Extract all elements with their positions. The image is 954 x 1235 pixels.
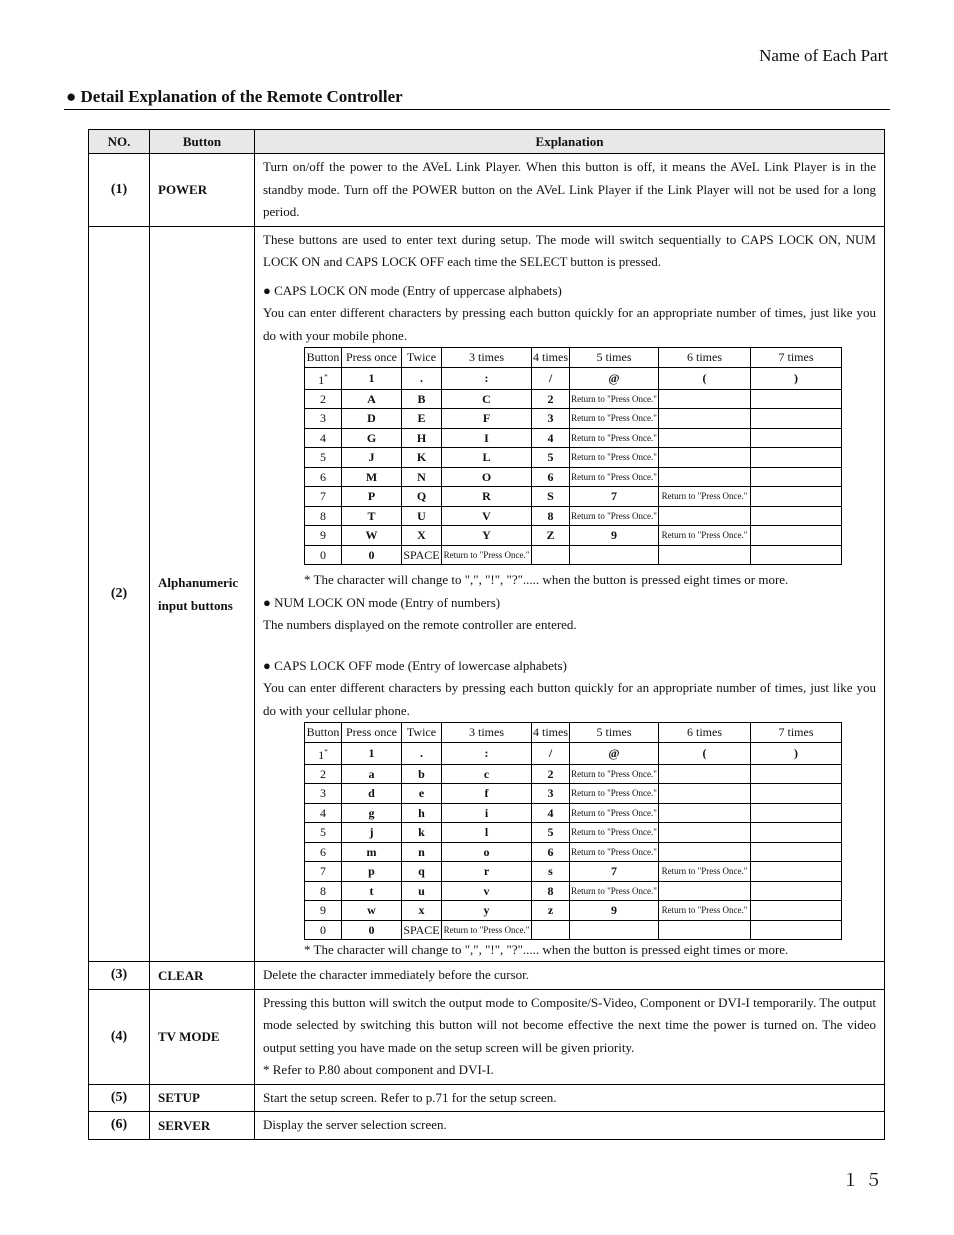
grid-char-cell: e (402, 784, 442, 804)
grid-char-cell: i (442, 803, 532, 823)
grid-char-cell: 4 (532, 803, 570, 823)
page-number: １５ (842, 1171, 888, 1191)
row-number: (6) (89, 1112, 150, 1140)
grid-header-cell: 5 times (570, 723, 659, 743)
grid-char-cell: z (532, 901, 570, 921)
grid-button-cell: 9 (305, 901, 342, 921)
intro-text: These buttons are used to enter text during setup. The mode will switch sequentially to CAPS LOCK ON, NUM LOCK ON and CAPS LOCK OFF each time the SELECT button is pressed. (263, 231, 876, 269)
grid-char-cell (659, 409, 751, 429)
grid-char-cell (751, 526, 842, 546)
grid-button-cell: 3 (305, 409, 342, 429)
grid-char-cell: Return to "Press Once." (570, 784, 659, 804)
grid-char-cell (659, 389, 751, 409)
grid-char-cell: Q (402, 487, 442, 507)
num-lock-desc: The numbers displayed on the remote controller are entered. (263, 617, 577, 632)
lowercase-char-table (304, 722, 842, 940)
grid-char-cell: 6 (532, 842, 570, 862)
grid-button-cell: 5 (305, 823, 342, 843)
grid-button-cell: 4 (305, 428, 342, 448)
grid-char-cell: SPACE (402, 920, 442, 940)
grid-row (305, 764, 842, 784)
grid-row (305, 881, 842, 901)
grid-row (305, 842, 842, 862)
grid-char-cell (751, 901, 842, 921)
grid-button-cell: 7 (305, 862, 342, 882)
grid-char-cell: D (342, 409, 402, 429)
grid-char-cell: Return to "Press Once." (570, 881, 659, 901)
grid-char-cell (751, 545, 842, 565)
grid-char-cell: / (532, 742, 570, 764)
explanation-text: Delete the character immediately before the cursor. (263, 967, 530, 982)
grid-char-cell (659, 428, 751, 448)
explanation-text: Start the setup screen. Refer to p.71 for the setup screen. (263, 1089, 557, 1105)
grid-header-cell: 3 times (442, 348, 532, 368)
grid-row (305, 409, 842, 429)
row-number: (4) (89, 989, 150, 1084)
grid-button-cell: 0 (305, 920, 342, 940)
grid-char-cell: b (402, 764, 442, 784)
grid-char-cell: 7 (570, 862, 659, 882)
grid-row (305, 448, 842, 468)
grid-char-cell (659, 545, 751, 565)
grid-char-cell (751, 487, 842, 507)
grid-char-cell (751, 823, 842, 843)
grid-row (305, 545, 842, 565)
grid-char-cell: 4 (532, 428, 570, 448)
grid-char-cell: ( (659, 742, 751, 764)
button-name: SERVER (150, 1112, 255, 1140)
table-row (89, 1084, 885, 1112)
button-name: CLEAR (150, 962, 255, 990)
grid-char-cell (751, 784, 842, 804)
grid-char-cell: 3 (532, 784, 570, 804)
grid-button-cell: 1* (305, 742, 342, 764)
grid-char-cell: Return to "Press Once." (570, 389, 659, 409)
explanation-text: Turn on/off the power to the AVeL Link Player. When this button is off, it means the AVeL Link Player is in the standby mode. Turn off the POWER button on the AVeL Link Player if the Link Player will not be used for a long period. (263, 159, 876, 219)
grid-char-cell (751, 389, 842, 409)
grid-row (305, 920, 842, 940)
table-row (89, 962, 885, 990)
grid-char-cell (751, 803, 842, 823)
row-number: (2) (89, 226, 150, 962)
grid-char-cell: Y (442, 526, 532, 546)
grid-header-cell: Press once (342, 723, 402, 743)
grid-char-cell: j (342, 823, 402, 843)
grid-char-cell (570, 920, 659, 940)
grid-char-cell: 2 (532, 764, 570, 784)
grid-char-cell: 0 (342, 545, 402, 565)
grid-char-cell: ) (751, 742, 842, 764)
grid-button-cell: 8 (305, 881, 342, 901)
explanation (255, 154, 885, 227)
grid-char-cell: 2 (532, 389, 570, 409)
button-name: Alphanumeric input buttons (150, 226, 255, 962)
grid-char-cell: K (402, 448, 442, 468)
grid-row (305, 901, 842, 921)
grid-char-cell (532, 545, 570, 565)
grid-char-cell: Z (532, 526, 570, 546)
grid-row (305, 389, 842, 409)
grid-char-cell (751, 881, 842, 901)
grid-char-cell (659, 881, 751, 901)
grid-char-cell: h (402, 803, 442, 823)
grid-char-cell: Return to "Press Once." (442, 920, 532, 940)
grid-char-cell: Return to "Press Once." (659, 487, 751, 507)
grid-char-cell: Return to "Press Once." (570, 448, 659, 468)
grid-char-cell: 0 (342, 920, 402, 940)
grid-char-cell: : (442, 367, 532, 389)
grid-char-cell: q (402, 862, 442, 882)
grid-char-cell (532, 920, 570, 940)
grid-header-cell: 7 times (751, 723, 842, 743)
grid-char-cell: a (342, 764, 402, 784)
explanation-text: Display the server selection screen. (263, 1117, 447, 1132)
grid-char-cell (659, 803, 751, 823)
grid-header-cell: 4 times (532, 723, 570, 743)
row-number: (5) (89, 1084, 150, 1112)
grid-char-cell: 9 (570, 526, 659, 546)
grid-char-cell: P (342, 487, 402, 507)
grid-button-cell: 6 (305, 842, 342, 862)
grid-char-cell: B (402, 389, 442, 409)
grid-char-cell (570, 545, 659, 565)
grid-row (305, 862, 842, 882)
grid-char-cell: x (402, 901, 442, 921)
grid-char-cell: v (442, 881, 532, 901)
grid-row (305, 784, 842, 804)
button-name: SETUP (150, 1084, 255, 1112)
caps-off-desc: You can enter different characters by pressing each button quickly for an appropriate number of times, just like you do with your cellular phone. (263, 680, 876, 718)
grid-char-cell: u (402, 881, 442, 901)
grid-char-cell: U (402, 506, 442, 526)
grid-char-cell: C (442, 389, 532, 409)
grid-char-cell: Return to "Press Once." (659, 901, 751, 921)
header-explanation: Explanation (255, 130, 885, 154)
grid-row (305, 526, 842, 546)
grid-char-cell: E (402, 409, 442, 429)
grid-char-cell (751, 764, 842, 784)
grid-char-cell (751, 467, 842, 487)
note-eight-times: * The character will change to ",", "!", "?"..... when the button is pressed eight times or more. (304, 572, 789, 587)
grid-char-cell: f (442, 784, 532, 804)
grid-char-cell (751, 428, 842, 448)
grid-char-cell (659, 784, 751, 804)
grid-char-cell: 5 (532, 823, 570, 843)
table-row (89, 1112, 885, 1140)
grid-char-cell: W (342, 526, 402, 546)
grid-button-cell: 8 (305, 506, 342, 526)
grid-header-cell: 4 times (532, 348, 570, 368)
grid-char-cell: m (342, 842, 402, 862)
grid-char-cell: 8 (532, 506, 570, 526)
grid-header-cell: 7 times (751, 348, 842, 368)
grid-char-cell: / (532, 367, 570, 389)
grid-char-cell (659, 448, 751, 468)
grid-char-cell: F (442, 409, 532, 429)
grid-char-cell: s (532, 862, 570, 882)
grid-char-cell: w (342, 901, 402, 921)
grid-char-cell: L (442, 448, 532, 468)
grid-char-cell: Return to "Press Once." (570, 823, 659, 843)
table-header-row (89, 130, 885, 154)
grid-char-cell (751, 920, 842, 940)
grid-row (305, 803, 842, 823)
grid-char-cell: Return to "Press Once." (570, 803, 659, 823)
grid-header-cell: 5 times (570, 348, 659, 368)
grid-row (305, 742, 842, 764)
grid-char-cell: c (442, 764, 532, 784)
grid-char-cell: g (342, 803, 402, 823)
header-no: NO. (89, 130, 150, 154)
explanation (255, 226, 885, 962)
grid-header-cell: Twice (402, 348, 442, 368)
grid-char-cell: Return to "Press Once." (659, 862, 751, 882)
grid-button-cell: 2 (305, 764, 342, 784)
grid-char-cell: H (402, 428, 442, 448)
grid-button-cell: 5 (305, 448, 342, 468)
table-row (89, 226, 885, 962)
grid-char-cell: @ (570, 742, 659, 764)
explanation (255, 1084, 885, 1112)
grid-char-cell: M (342, 467, 402, 487)
grid-char-cell: S (532, 487, 570, 507)
grid-char-cell: 3 (532, 409, 570, 429)
row-number: (1) (89, 154, 150, 227)
grid-char-cell: p (342, 862, 402, 882)
grid-row (305, 367, 842, 389)
grid-char-cell (659, 920, 751, 940)
grid-char-cell: Return to "Press Once." (570, 506, 659, 526)
grid-char-cell: Return to "Press Once." (570, 842, 659, 862)
grid-char-cell: 5 (532, 448, 570, 468)
grid-char-cell: A (342, 389, 402, 409)
uppercase-char-table (304, 347, 842, 565)
grid-char-cell: T (342, 506, 402, 526)
grid-char-cell: SPACE (402, 545, 442, 565)
grid-button-cell: 3 (305, 784, 342, 804)
grid-char-cell: Return to "Press Once." (570, 409, 659, 429)
grid-button-cell: 0 (305, 545, 342, 565)
grid-header-cell: Twice (402, 723, 442, 743)
grid-char-cell: Return to "Press Once." (570, 764, 659, 784)
grid-char-cell: X (402, 526, 442, 546)
grid-char-cell: J (342, 448, 402, 468)
grid-char-cell: d (342, 784, 402, 804)
grid-char-cell: : (442, 742, 532, 764)
grid-char-cell: @ (570, 367, 659, 389)
grid-char-cell: k (402, 823, 442, 843)
grid-char-cell: I (442, 428, 532, 448)
grid-char-cell: t (342, 881, 402, 901)
grid-char-cell: R (442, 487, 532, 507)
grid-header-cell: 6 times (659, 348, 751, 368)
grid-char-cell (751, 506, 842, 526)
explanation (255, 989, 885, 1084)
grid-row (305, 487, 842, 507)
grid-char-cell: n (402, 842, 442, 862)
explanation-note: * Refer to P.80 about component and DVI-I. (263, 1062, 494, 1077)
grid-header-cell: 6 times (659, 723, 751, 743)
grid-row (305, 506, 842, 526)
grid-char-cell: 6 (532, 467, 570, 487)
section-divider (64, 109, 890, 110)
grid-button-cell: 1* (305, 367, 342, 389)
grid-char-cell: G (342, 428, 402, 448)
remote-controller-table (88, 129, 885, 1140)
grid-char-cell: Return to "Press Once." (570, 428, 659, 448)
grid-char-cell: ( (659, 367, 751, 389)
grid-header-cell: 3 times (442, 723, 532, 743)
explanation-text: Pressing this button will switch the output mode to Composite/S-Video, Component or DVI-I temporarily. The output mode selected by switching this button will not become effective the next time the power is turned on. The video output setting you have made on the setup screen will be given priority. (263, 994, 876, 1055)
grid-char-cell: l (442, 823, 532, 843)
grid-row (305, 467, 842, 487)
grid-char-cell: 7 (570, 487, 659, 507)
section-title: ● Detail Explanation of the Remote Controller (66, 87, 403, 106)
grid-char-cell: . (402, 367, 442, 389)
chapter-title: Name of Each Part (759, 46, 888, 65)
grid-char-cell: O (442, 467, 532, 487)
grid-char-cell: 9 (570, 901, 659, 921)
grid-char-cell (659, 467, 751, 487)
grid-char-cell: 1 (342, 367, 402, 389)
grid-header-row (305, 348, 842, 368)
grid-button-cell: 9 (305, 526, 342, 546)
grid-char-cell (751, 842, 842, 862)
grid-row (305, 823, 842, 843)
grid-char-cell: Return to "Press Once." (659, 526, 751, 546)
caps-off-title: ● CAPS LOCK OFF mode (Entry of lowercase alphabets) (263, 657, 567, 673)
grid-char-cell: ) (751, 367, 842, 389)
grid-button-cell: 7 (305, 487, 342, 507)
row-number: (3) (89, 962, 150, 990)
button-name: TV MODE (150, 989, 255, 1084)
table-row (89, 989, 885, 1084)
grid-char-cell (751, 409, 842, 429)
grid-header-row (305, 723, 842, 743)
grid-char-cell: 8 (532, 881, 570, 901)
grid-char-cell (751, 448, 842, 468)
grid-char-cell: Return to "Press Once." (442, 545, 532, 565)
grid-char-cell: Return to "Press Once." (570, 467, 659, 487)
grid-button-cell: 2 (305, 389, 342, 409)
explanation (255, 1112, 885, 1140)
grid-char-cell (659, 764, 751, 784)
grid-button-cell: 4 (305, 803, 342, 823)
caps-on-desc: You can enter different characters by pressing each button quickly for an appropriate number of times, just like you do with your mobile phone. (263, 305, 876, 343)
grid-char-cell: V (442, 506, 532, 526)
grid-char-cell (659, 506, 751, 526)
grid-char-cell: 1 (342, 742, 402, 764)
grid-char-cell: r (442, 862, 532, 882)
grid-char-cell: N (402, 467, 442, 487)
grid-header-cell: Button (305, 723, 342, 743)
header-button: Button (150, 130, 255, 154)
grid-char-cell (659, 842, 751, 862)
grid-header-cell: Press once (342, 348, 402, 368)
grid-char-cell (659, 823, 751, 843)
grid-row (305, 428, 842, 448)
note-eight-times: * The character will change to ",", "!", "?"..... when the button is pressed eight times or more. (304, 942, 789, 957)
table-row (89, 154, 885, 227)
grid-char-cell (751, 862, 842, 882)
button-name: POWER (150, 154, 255, 227)
grid-char-cell: y (442, 901, 532, 921)
grid-char-cell: o (442, 842, 532, 862)
grid-header-cell: Button (305, 348, 342, 368)
grid-char-cell: . (402, 742, 442, 764)
grid-button-cell: 6 (305, 467, 342, 487)
num-lock-title: ● NUM LOCK ON mode (Entry of numbers) (263, 594, 501, 610)
caps-on-title: ● CAPS LOCK ON mode (Entry of uppercase alphabets) (263, 282, 562, 298)
explanation (255, 962, 885, 990)
